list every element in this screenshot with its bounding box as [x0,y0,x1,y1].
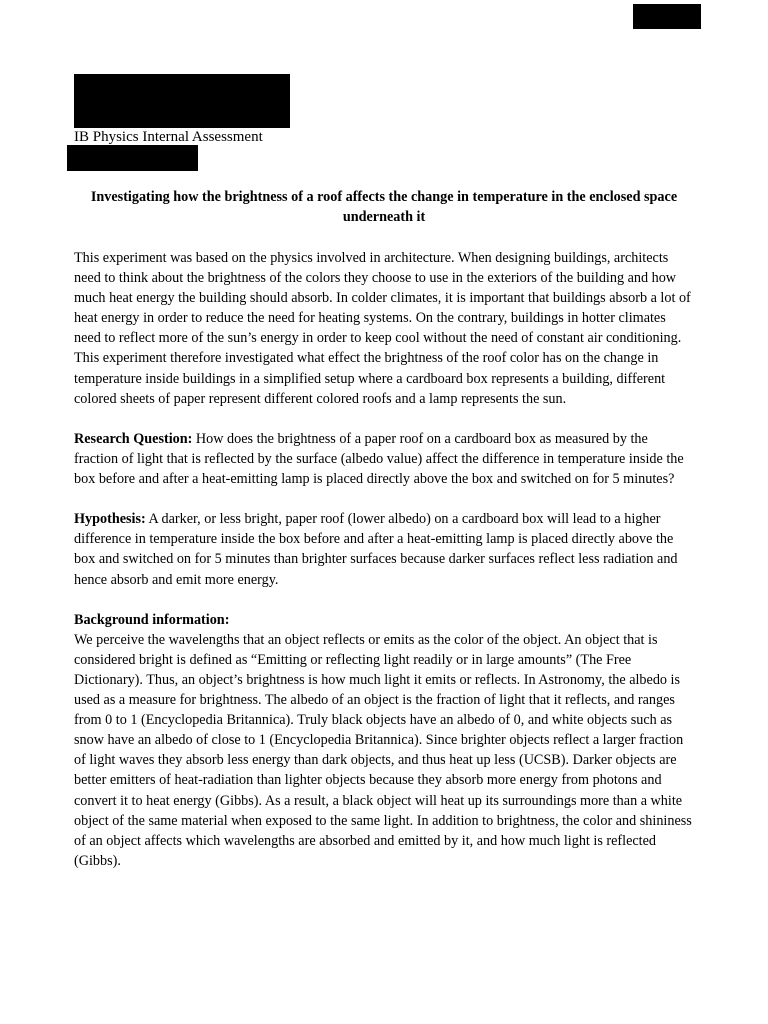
background-paragraph: We perceive the wavelengths that an object reflects or emits as the color of the object. An object that is considered bright is defined as “Emitting or reflecting light readily or in large amounts” (The Free Dictionary). Thus, an object’s brightness is how much light it emits or reflects. In Astronomy, the albedo is used as a measure for brightness. The albedo of an object is the fraction of light that it reflects, and ranges from 0 to 1 (Encyclopedia Britannica). Truly black objects have an albedo of 0, and white objects such as snow have an albedo of close to 1 (Encyclopedia Britannica). Since brighter objects reflect a larger fraction of light waves they absorb less energy than dark objects, and thus heat up less (UCSB). Darker objects are better emitters of heat-radiation than lighter objects because they absorb more energy from photons and convert it to heat energy (Gibbs). As a result, a black object will heat up its surroundings more than a white object of the same material when exposed to the same light. In addition to brightness, the color and shininess of an object affects which wavelengths are absorbed and emitted by it, and how much light is reflected (Gibbs). [74,631,692,869]
redaction-block-top-right [633,4,701,29]
document-title: Investigating how the brightness of a roof affects the change in temperature in the enclosed space underneath it [90,189,678,225]
research-question-paragraph [74,429,694,489]
redaction-block-info [67,145,198,171]
research-question-label: Research Question: [74,430,193,447]
hypothesis-label: Hypothesis: [74,511,146,528]
document-body [74,248,694,871]
redaction-block-author [74,74,290,128]
background-label: Background information: [74,611,230,628]
subject-line: IB Physics Internal Assessment [74,129,263,145]
background-heading [74,610,694,630]
hypothesis-text: A darker, or less bright, paper roof (lower albedo) on a cardboard box will lead to a higher difference in temperature inside the box before and after a heat-emitting lamp is placed directly above the box and switched on for 5 minutes than brighter surfaces because darker surfaces reflect less radiation and hence absorb and emit more energy. [74,511,678,588]
research-question-text: How does the brightness of a paper roof on a cardboard box as measured by the fraction of light that is reflected by the surface (albedo value) affect the difference in temperature inside the box before and after a heat-emitting lamp is placed directly above the box and switched on for 5 minutes? [74,430,684,488]
hypothesis-paragraph [74,509,694,589]
intro-paragraph: This experiment was based on the physics involved in architecture. When designing buildings, architects need to think about the brightness of the colors they choose to use in the exteriors of the building and how much heat energy the building should absorb. In colder climates, it is important that buildings absorb a lot of heat energy in order to reduce the need for heating systems. On the contrary, buildings in hotter climates need to reflect more of the sun’s energy in order to keep cool without the need of constant air conditioning. This experiment therefore investigated what effect the brightness of the roof color has on the change in temperature inside buildings in a simplified setup where a cardboard box represents a building, different colored sheets of paper represent different colored roofs and a lamp represents the sun. [74,250,691,407]
